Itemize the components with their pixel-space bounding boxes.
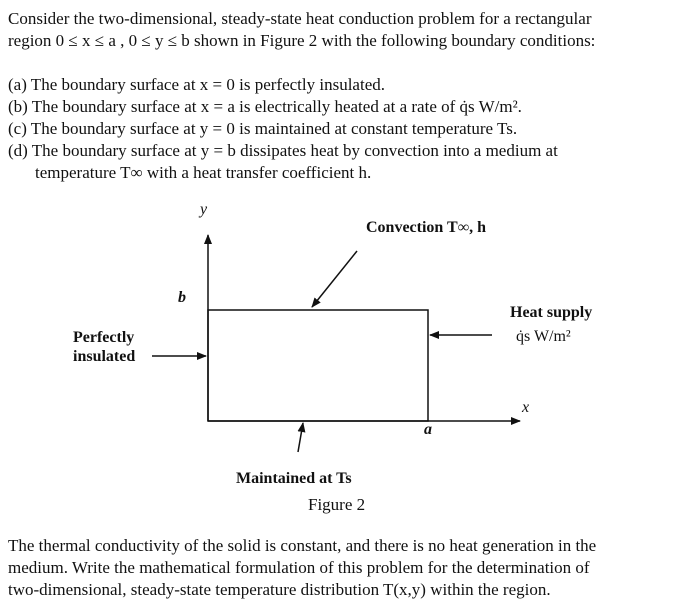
- heat-rate-label: q̇s W/m²: [516, 328, 571, 345]
- convection-arrow: [312, 251, 357, 307]
- insulated-label-line-2: insulated: [73, 348, 136, 365]
- insulated-label-line-1: Perfectly: [73, 329, 135, 346]
- maintained-label: Maintained at Ts: [236, 470, 352, 487]
- x-axis-label: x: [522, 399, 530, 416]
- rectangular-region: [208, 310, 428, 421]
- intro-paragraph: [8, 8, 692, 52]
- condition-c: (c) The boundary surface at y = 0 is maintained at constant temperature Ts.: [8, 119, 518, 138]
- convection-label: Convection T∞, h: [366, 219, 487, 236]
- heat-supply-label: Heat supply: [510, 304, 593, 321]
- closing-line-3: two-dimensional, steady-state temperature distribution T(x,y) within the region.: [8, 580, 551, 599]
- intro-line-1: Consider the two-dimensional, steady-state heat conduction problem for a rectangular: [8, 9, 592, 28]
- maintained-arrow: [298, 423, 303, 452]
- b-dimension-label: b: [178, 289, 186, 306]
- condition-d-line-1: (d) The boundary surface at y = b dissipates heat by convection into a medium at: [8, 141, 558, 160]
- condition-a: (a) The boundary surface at x = 0 is perfectly insulated.: [8, 75, 385, 94]
- condition-d-line-2: temperature T∞ with a heat transfer coefficient h.: [35, 163, 372, 182]
- boundary-conditions-list: [8, 74, 692, 184]
- closing-line-2: medium. Write the mathematical formulation of this problem for the determination of: [8, 558, 590, 577]
- figure-2-diagram: [0, 195, 700, 525]
- y-axis-label: y: [200, 201, 208, 218]
- intro-line-2: region 0 ≤ x ≤ a , 0 ≤ y ≤ b shown in Figure 2 with the following boundary conditions:: [8, 31, 596, 50]
- closing-line-1: The thermal conductivity of the solid is constant, and there is no heat generation in the: [8, 536, 597, 555]
- closing-paragraph: [8, 535, 692, 601]
- a-dimension-label: a: [424, 421, 432, 438]
- condition-b: (b) The boundary surface at x = a is electrically heated at a rate of q̇s W/m².: [8, 97, 522, 116]
- figure-caption: Figure 2: [308, 495, 366, 514]
